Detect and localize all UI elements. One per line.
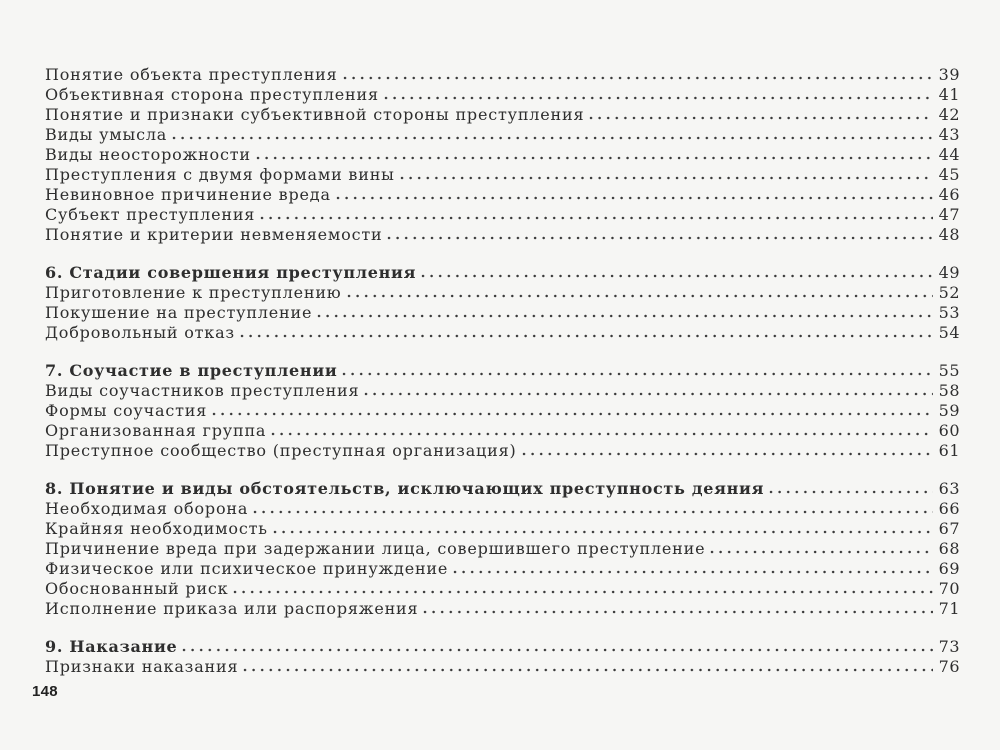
- toc-entry-page: 69: [938, 559, 960, 578]
- dot-leader: [253, 510, 932, 514]
- toc-entry-page: 67: [938, 519, 960, 538]
- toc-entry-page: 54: [938, 323, 960, 342]
- toc-section-heading: [45, 263, 960, 283]
- toc-entry-title: Виды неосторожности: [45, 145, 251, 164]
- toc-entry: [45, 599, 960, 619]
- toc-section: [45, 637, 960, 677]
- toc-entry-title: Добровольный отказ: [45, 323, 235, 342]
- dot-leader: [342, 372, 932, 376]
- dot-leader: [273, 530, 933, 534]
- toc-entry: [45, 579, 960, 599]
- dot-leader: [233, 590, 932, 594]
- toc-section-page: 73: [938, 637, 960, 656]
- dot-leader: [400, 176, 933, 180]
- toc-entry: [45, 225, 960, 245]
- toc-entry-page: 46: [938, 185, 960, 204]
- toc-entry: [45, 401, 960, 421]
- toc-section-title: 9. Наказание: [45, 637, 178, 656]
- dot-leader: [317, 314, 932, 318]
- toc-entry-title: Организованная группа: [45, 421, 267, 440]
- toc-entry-title: Покушение на преступление: [45, 303, 313, 322]
- toc-entry-page: 76: [938, 657, 960, 676]
- toc-section: [45, 479, 960, 619]
- toc-entry-title: Объективная сторона преступления: [45, 85, 379, 104]
- toc-entry-page: 43: [938, 125, 960, 144]
- toc-entry-page: 53: [938, 303, 960, 322]
- toc-entry-page: 42: [938, 105, 960, 124]
- toc-entry-title: Крайняя необходимость: [45, 519, 268, 538]
- toc-section-title: 8. Понятие и виды обстоятельств, исключающих преступность деяния: [45, 479, 765, 498]
- toc-entry-title: Причинение вреда при задержании лица, совершившего преступление: [45, 539, 706, 558]
- toc-section-page: 55: [938, 361, 960, 380]
- toc-entry-title: Преступления с двумя формами вины: [45, 165, 395, 184]
- toc-section-title: 6. Стадии совершения преступления: [45, 263, 417, 282]
- toc-entry-title: Невиновное причинение вреда: [45, 185, 331, 204]
- toc-entry: [45, 65, 960, 85]
- dot-leader: [387, 236, 932, 240]
- dot-leader: [271, 432, 932, 436]
- toc-entry-title: Исполнение приказа или распоряжения: [45, 599, 419, 618]
- toc-section-page: 63: [938, 479, 960, 498]
- dot-leader: [343, 76, 933, 80]
- page-number: 148: [32, 683, 58, 700]
- toc-entry-title: Понятие и признаки субъективной стороны преступления: [45, 105, 585, 124]
- dot-leader: [260, 216, 932, 220]
- toc-entry: [45, 205, 960, 225]
- toc-entry: [45, 165, 960, 185]
- dot-leader: [212, 412, 933, 416]
- toc-entry-page: 66: [938, 499, 960, 518]
- toc-entry-title: Виды соучастников преступления: [45, 381, 360, 400]
- toc-section: [45, 263, 960, 343]
- toc-entry-title: Преступное сообщество (преступная организация): [45, 441, 517, 460]
- toc-entry: [45, 145, 960, 165]
- toc-entry-page: 52: [938, 283, 960, 302]
- dot-leader: [384, 96, 933, 100]
- toc-entry-page: 48: [938, 225, 960, 244]
- toc-entry-page: 39: [938, 65, 960, 84]
- toc-entry-page: 71: [938, 599, 960, 618]
- toc-section-heading: [45, 479, 960, 499]
- toc-entry-title: Обоснованный риск: [45, 579, 229, 598]
- dot-leader: [589, 116, 932, 120]
- toc-entry-page: 58: [938, 381, 960, 400]
- toc-entry: [45, 421, 960, 441]
- dot-leader: [421, 274, 932, 278]
- toc-entry-page: 41: [938, 85, 960, 104]
- toc-entry: [45, 185, 960, 205]
- toc-entry-page: 70: [938, 579, 960, 598]
- toc-section-heading: [45, 637, 960, 657]
- toc-entry-title: Понятие объекта преступления: [45, 65, 338, 84]
- dot-leader: [182, 648, 932, 652]
- table-of-contents: [45, 65, 960, 677]
- toc-entry: [45, 657, 960, 677]
- dot-leader: [364, 392, 932, 396]
- toc-entry: [45, 559, 960, 579]
- toc-entry-title: Формы соучастия: [45, 401, 208, 420]
- toc-entry-page: 44: [938, 145, 960, 164]
- dot-leader: [453, 570, 932, 574]
- dot-leader: [522, 452, 933, 456]
- toc-entry-title: Признаки наказания: [45, 657, 239, 676]
- toc-entry: [45, 519, 960, 539]
- toc-entry: [45, 303, 960, 323]
- toc-entry-page: 59: [938, 401, 960, 420]
- toc-entry: [45, 283, 960, 303]
- toc-entry-page: 47: [938, 205, 960, 224]
- toc-entry-title: Физическое или психическое принуждение: [45, 559, 449, 578]
- toc-entry: [45, 381, 960, 401]
- toc-entry: [45, 105, 960, 125]
- dot-leader: [243, 668, 932, 672]
- dot-leader: [256, 156, 933, 160]
- toc-entry: [45, 441, 960, 461]
- dot-leader: [710, 550, 932, 554]
- dot-leader: [769, 490, 933, 494]
- toc-entry-title: Понятие и критерии невменяемости: [45, 225, 383, 244]
- toc-section-title: 7. Соучастие в преступлении: [45, 361, 338, 380]
- toc-section-heading: [45, 361, 960, 381]
- toc-entry-page: 61: [938, 441, 960, 460]
- dot-leader: [423, 610, 932, 614]
- toc-continued-group: [45, 65, 960, 245]
- toc-entry-title: Виды умысла: [45, 125, 168, 144]
- toc-entry-title: Субъект преступления: [45, 205, 256, 224]
- toc-entry: [45, 125, 960, 145]
- toc-entry: [45, 85, 960, 105]
- toc-entry-page: 68: [938, 539, 960, 558]
- toc-entry-title: Приготовление к преступлению: [45, 283, 342, 302]
- toc-entry: [45, 499, 960, 519]
- toc-entry: [45, 539, 960, 559]
- toc-entry-page: 45: [938, 165, 960, 184]
- toc-entry-title: Необходимая оборона: [45, 499, 249, 518]
- toc-entry: [45, 323, 960, 343]
- dot-leader: [347, 294, 933, 298]
- dot-leader: [240, 334, 933, 338]
- toc-entry-page: 60: [938, 421, 960, 440]
- dot-leader: [336, 196, 933, 200]
- dot-leader: [172, 136, 932, 140]
- toc-section-page: 49: [938, 263, 960, 282]
- toc-section: [45, 361, 960, 461]
